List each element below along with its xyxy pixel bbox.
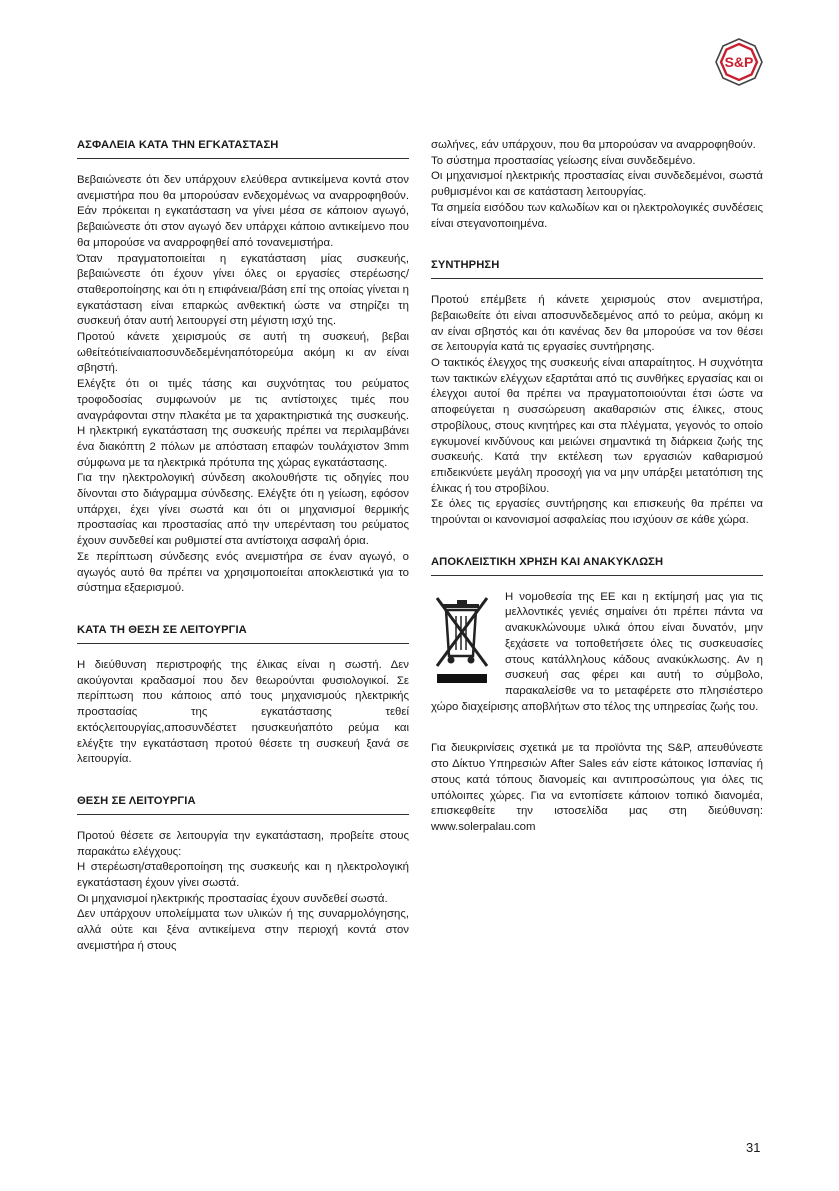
svg-text:S&P: S&P [724,54,754,70]
section-startup [77,794,409,955]
section-maintenance [431,258,763,529]
section-title: ΣΥΝΤΗΡΗΣΗ [431,258,763,279]
paragraph: Η στερέωση/σταθεροποίηση της συσκευής και η ηλεκτρολογική εγκατάσταση έχουν γίνει σωστά. [77,861,409,890]
brand-logo [714,37,764,87]
weee-crossed-bin-icon [431,594,493,686]
paragraph: Βεβαιώνεστε ότι δεν υπάρχουν ελεύθερα αντικείμενα κοντά στον ανεμιστήρα που θα μπορούσαν ενδεχομένως να αναρροφηθούν. Εάν πρόκειται η εγκατάσταση να γίνει μέσα σε κάποιον αγωγό, βεβαιώνεστε ότι στον αγωγό δεν υπάρχει κάποιο αντικείμενο που θα μπορούσε να αναρροφηθεί από τονανεμιστήρα. [77,174,409,249]
section-disposal [431,555,763,716]
page-number: 31 [746,1140,761,1155]
section-install-safety [77,138,409,597]
paragraph: Ελέγξτε ότι οι τιμές τάσης και συχνότητας του ρεύματος τροφοδοσίας συμφωνούν με τις αντίστοιχες τιμές που αναγράφονται στην πλακέτα με τα χαρακτηριστικά της συσκευής. Η ηλεκτρική εγκατάσταση της συσκευής πρέπει να περιλαμβάνει ένα διακόπτη 2 πόλων με απόσταση επαφών τουλάχιστον 3mm σύμφωνα με τα ηλεκτρικά πρότυπα της χώρας εγκατάστασης. [77,378,409,469]
left-column [77,138,409,955]
paragraph: Η διεύθυνση περιστροφής της έλικας είναι η σωστή. Δεν ακούγονται κραδασμοί που δεν θεωρούνται φυσιολογικοί. Σε περίπτωση που κάποιος από τους μηχανισμούς ηλεκτρικής προστασίας της εγκατάστασης τεθεί εκτόςλειτουργίας,αποσυνδέστετ ησυσκευήαπότο ρεύμα και ελέγξτε την εγκατάσταση προτού θέσετε τη συσκευή ξανά σε λειτουργία. [77,658,409,766]
paragraph: Οι μηχανισμοί ηλεκτρικής προστασίας έχουν συνδεθεί σωστά. [77,892,388,905]
paragraph: Τα σημεία εισόδου των καλωδίων και οι ηλεκτρολογικές συνδέσεις είναι στεγανοποιημένα. [431,201,763,230]
paragraph: Οι μηχανισμοί ηλεκτρικής προστασίας είναι συνδεδεμένοι, σωστά ρυθμισμένοι και σε κατάσταση λειτουργίας. [431,170,763,199]
paragraph: σωλήνες, εάν υπάρχουν, που θα μπορούσαν να αναρροφηθούν. [431,139,756,151]
contact-paragraph: Για διευκρινίσεις σχετικά με τα προϊόντα της S&P, απευθύνεστε στο Δίκτυο Υπηρεσιών After Sales εάν είστε κάτοικος Ισπανίας ή στους κατά τόπους διανομείς και αντιπροσώπους για όλες τις υπόλοιπες χώρες. Για να εντοπίσετε κάποιον τοπικό διανομέα, επισκεφθείτε την ιστοσελίδα μας στη διεύθυνση: www.solerpalau.com [431,742,763,833]
paragraph: Σε όλες τις εργασίες συντήρησης και επισκευής θα πρέπει να τηρούνται οι κανονισμοί ασφαλείας που ισχύουν σε κάθε χώρα. [431,498,763,527]
paragraph: Το σύστημα προστασίας γείωσης είναι συνδεδεμένο. [431,154,696,167]
paragraph: Όταν πραγματοποιείται η εγκατάσταση μίας συσκευής, βεβαιώνεστε ότι έχουν γίνει όλες οι εργασίες στερέωσης/σταθεροποίησης και ότι η επιφάνεια/βάση επί της οποίας γίνεται η εγκατάσταση είναι επαρκώς ανθεκτική ώστε να στηρίζει τη συσκευή όταν αυτή λειτουργεί στη μέγιστη ισχύ της. [77,252,409,328]
section-during-startup [77,623,409,768]
right-column [431,138,763,836]
paragraph: Για την ηλεκτρολογική σύνδεση ακολουθήστε τις οδηγίες που δίνονται στο διάγραμμα σύνδεσης. Ελέγξτε ότι η γείωση, εφόσον υπάρχει, έχει γίνει σωστά και ότι οι μηχανισμοί θερμικής προστασίας και προστασίας από την υπερένταση του ρεύματος έχουν συνδεθεί και ρυθμιστεί στα αντίστοιχα ασφαλή όρια. [77,472,409,548]
paragraph: Προτού επέμβετε ή κάνετε χειρισμούς στον ανεμιστήρα, βεβαιωθείτε ότι είναι αποσυνδεδεμένος από το ρεύμα, ακόμη κι αν είναι σβηστός και ότι κανένας δεν θα μπορούσε να τον θέσει σε λειτουργία κατά τις εργασίες συντήρησης. [431,294,763,354]
section-title: ΚΑΤΑ ΤΗ ΘΕΣΗ ΣΕ ΛΕΙΤΟΥΡΓΙΑ [77,623,409,644]
paragraph: Προτού θέσετε σε λειτουργία την εγκατάσταση, προβείτε στους παρακάτω ελέγχους: [77,829,409,858]
paragraph: Σε περίπτωση σύνδεσης ενός ανεμιστήρα σε έναν αγωγό, ο αγωγός αυτό θα πρέπει να χρησιμοποιείται αποκλειστικά για το σύστημα εξαερισμού. [77,550,409,595]
paragraph: Ο τακτικός έλεγχος της συσκευής είναι απαραίτητος. Η συχνότητα των τακτικών ελέγχων εξαρτάται από τις συνθήκες εργασίας και οι έλεγχοι αυτοί θα πρέπει να πραγματοποιούνται έτσι ώστε να αποφεύγεται η συσσώρευση ακαθαρσιών στις έλικες, στους στροβίλους, στους κινητήρες και στα πλέγματα, γεγονός το οποίο εγκυμονεί κινδύνους και μειώνει σημαντικά τη διάρκεια ζωής της συσκευής. Κατά την εκτέλεση των εργασιών καθαρισμού επιδεικνύετε μεγάλη προσοχή για να μην υπάρξει μετατόπιση της έλικας ή του στροβίλου. [431,357,763,495]
section-title: ΑΠΟΚΛΕΙΣΤΙΚΗ ΧΡΗΣΗ ΚΑΙ ΑΝΑΚΥΚΛΩΣΗ [431,555,763,576]
startup-continuation [431,138,763,232]
section-title: ΑΣΦΑΛΕΙΑ ΚΑΤΑ ΤΗΝ ΕΓΚΑΤΑΣΤΑΣΗ [77,138,409,159]
paragraph: Δεν υπάρχουν υπολείμματα των υλικών ή της συναρμολόγησης, αλλά ούτε και ξένα αντικείμενα στην περιοχή κοντά στον ανεμιστήρα ή στους [77,908,409,952]
paragraph: Η νομοθεσία της ΕΕ και η εκτίμησή μας για τις μελλοντικές γενιές σημαίνει ότι πρέπει πάντα να ανακυκλώνουμε υλικά όπου είναι δυνατόν, μην ξεχάσετε να τοποθετήσετε όλες τις συσκευασίες στους κατάλληλους κάδους ανακύκλωσης. Αν η συσκευή σας φέρει και αυτή το σύμβολο, παρακαλείσθε να το μεταφέρετε στο πλησιέστερο χώρο διαχείρισης αποβλήτων στο τέλος της υπηρεσίας ζωής του. [431,590,763,713]
section-title: ΘΕΣΗ ΣΕ ΛΕΙΤΟΥΡΓΙΑ [77,794,409,815]
paragraph: Προτού κάνετε χειρισμούς σε αυτή τη συσκευή, βεβαι ωθείτεότιείναιαποσυνδεδεμένηαπότορεύμα ακόμη κι αν είναι σβηστή. [77,331,409,375]
